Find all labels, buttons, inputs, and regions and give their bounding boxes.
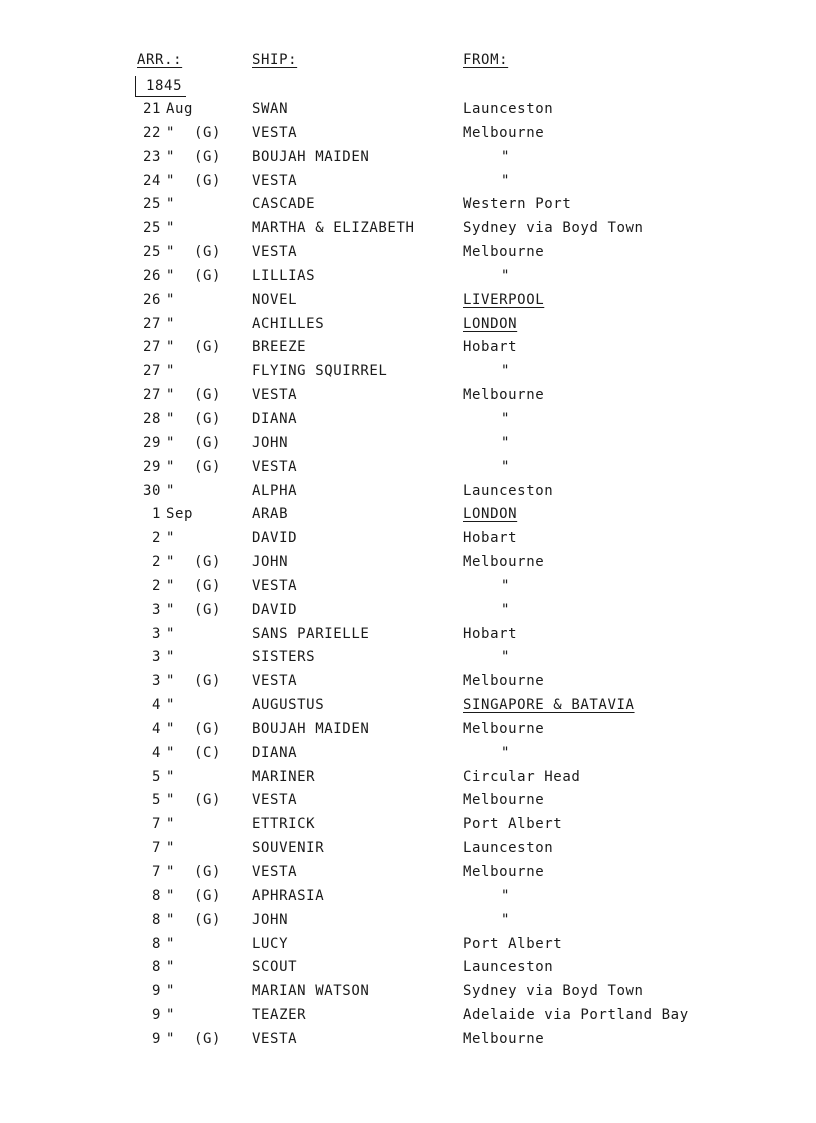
- arrival-month: ": [166, 196, 176, 213]
- arrival-month: ": [166, 315, 176, 332]
- arrival-column-header: ARR.:: [137, 52, 183, 68]
- ship-name: VESTA: [252, 172, 298, 189]
- port-of-origin: Melbourne: [463, 792, 545, 809]
- arrival-day: 8: [151, 911, 161, 928]
- arrival-day: 5: [151, 768, 161, 785]
- arrival-row: [0, 457, 816, 481]
- arrival-day: 4: [151, 697, 161, 714]
- ship-name: MARTHA & ELIZABETH: [252, 220, 415, 237]
- arrival-day: 2: [151, 577, 161, 594]
- port-of-origin: Port Albert: [463, 816, 563, 833]
- ship-name: VESTA: [252, 244, 298, 261]
- arrival-flag: (G): [194, 387, 222, 404]
- port-of-origin: ": [501, 172, 511, 189]
- port-of-origin: Western Port: [463, 196, 572, 213]
- ship-name: VESTA: [252, 124, 298, 141]
- arrival-month: ": [166, 482, 176, 499]
- port-of-origin: ": [501, 601, 511, 618]
- port-of-origin: SINGAPORE & BATAVIA: [463, 697, 635, 714]
- arrival-row: [0, 934, 816, 958]
- port-of-origin: ": [501, 458, 511, 475]
- port-of-origin: Launceston: [463, 482, 554, 499]
- arrival-row: [0, 99, 816, 123]
- arrival-day: 25: [142, 244, 161, 261]
- arrival-row: [0, 600, 816, 624]
- arrival-day: 24: [142, 172, 161, 189]
- column-headers: [0, 52, 816, 76]
- port-of-origin: LONDON: [463, 315, 518, 332]
- arrival-day: 9: [151, 1030, 161, 1047]
- port-of-origin: Launceston: [463, 101, 554, 117]
- port-of-origin: Port Albert: [463, 935, 563, 952]
- ship-name: JOHN: [252, 554, 289, 571]
- port-of-origin: ": [501, 148, 511, 165]
- arrival-row: [0, 624, 816, 648]
- arrival-flag: (G): [194, 172, 222, 189]
- ship-name: VESTA: [252, 792, 298, 809]
- arrival-row: [0, 123, 816, 147]
- arrival-month: ": [166, 887, 176, 904]
- port-of-origin: ": [501, 911, 511, 928]
- arrival-month: ": [166, 911, 176, 928]
- arrival-month: ": [166, 244, 176, 261]
- ship-name: APHRASIA: [252, 887, 325, 904]
- arrival-month: ": [166, 172, 176, 189]
- arrival-month: ": [166, 410, 176, 427]
- ship-name: SCOUT: [252, 959, 298, 976]
- arrival-day: 3: [151, 649, 161, 666]
- ship-name: JOHN: [252, 434, 289, 451]
- ship-name: SOUVENIR: [252, 840, 325, 857]
- port-of-origin: Hobart: [463, 530, 518, 547]
- ship-name: VESTA: [252, 387, 298, 404]
- arrival-month: ": [166, 458, 176, 475]
- arrival-day: 7: [151, 864, 161, 880]
- port-of-origin: ": [501, 434, 511, 451]
- port-of-origin: ": [501, 649, 511, 666]
- arrival-row: [0, 433, 816, 457]
- arrival-flag: (G): [194, 410, 222, 427]
- arrival-row: [0, 242, 816, 266]
- arrival-month: ": [166, 697, 176, 714]
- ship-name: DIANA: [252, 744, 298, 761]
- arrival-month: ": [166, 744, 176, 761]
- port-of-origin: Adelaide via Portland Bay: [463, 1007, 689, 1024]
- arrival-day: 22: [142, 124, 161, 141]
- arrival-row: [0, 504, 816, 528]
- arrival-day: 4: [151, 744, 161, 761]
- arrival-row: [0, 671, 816, 695]
- arrival-row: [0, 767, 816, 791]
- arrival-row: [0, 409, 816, 433]
- arrival-day: 8: [151, 959, 161, 976]
- port-of-origin: Hobart: [463, 625, 518, 642]
- arrival-row: [0, 147, 816, 171]
- arrival-month: ": [166, 339, 176, 356]
- arrival-row: [0, 385, 816, 409]
- arrival-day: 8: [151, 887, 161, 904]
- arrival-row: [0, 552, 816, 576]
- ship-name: MARIAN WATSON: [252, 983, 370, 1000]
- arrival-flag: (G): [194, 554, 222, 571]
- arrival-month: ": [166, 983, 176, 1000]
- year-label: 1845: [135, 76, 186, 97]
- arrival-day: 2: [151, 530, 161, 547]
- arrival-month: ": [166, 649, 176, 666]
- arrival-flag: (G): [194, 434, 222, 451]
- arrival-month: ": [166, 625, 176, 642]
- arrival-row: [0, 695, 816, 719]
- ship-name: LUCY: [252, 935, 289, 952]
- ship-name: LILLIAS: [252, 267, 316, 284]
- port-of-origin: Melbourne: [463, 673, 545, 690]
- arrival-day: 26: [142, 291, 161, 308]
- arrival-day: 30: [142, 482, 161, 499]
- arrival-month: ": [166, 840, 176, 857]
- arrival-month: Sep: [166, 506, 194, 523]
- ship-name: TEAZER: [252, 1007, 307, 1024]
- port-of-origin: ": [501, 410, 511, 427]
- arrival-month: ": [166, 148, 176, 165]
- arrival-month: ": [166, 124, 176, 141]
- arrival-month: ": [166, 816, 176, 833]
- arrival-month: ": [166, 768, 176, 785]
- arrival-flag: (G): [194, 792, 222, 809]
- arrival-row: [0, 862, 816, 886]
- arrival-month: ": [166, 267, 176, 284]
- arrival-day: 23: [142, 148, 161, 165]
- arrival-flag: (G): [194, 673, 222, 690]
- arrival-day: 3: [151, 601, 161, 618]
- ship-name: SWAN: [252, 101, 289, 117]
- arrival-day: 7: [151, 840, 161, 857]
- arrival-month: Aug: [166, 101, 194, 117]
- arrival-day: 5: [151, 792, 161, 809]
- port-of-origin: Sydney via Boyd Town: [463, 983, 644, 1000]
- ship-name: VESTA: [252, 577, 298, 594]
- arrival-row: [0, 218, 816, 242]
- arrival-month: ": [166, 673, 176, 690]
- arrival-day: 1: [151, 506, 161, 523]
- arrival-flag: (C): [194, 744, 222, 761]
- arrivals-list: [0, 99, 816, 1053]
- arrival-day: 25: [142, 220, 161, 237]
- ship-name: CASCADE: [252, 196, 316, 213]
- arrival-month: ": [166, 959, 176, 976]
- arrival-row: [0, 481, 816, 505]
- arrival-day: 25: [142, 196, 161, 213]
- arrival-flag: (G): [194, 1030, 222, 1047]
- arrival-row: [0, 647, 816, 671]
- arrival-flag: (G): [194, 911, 222, 928]
- port-of-origin: LONDON: [463, 506, 518, 523]
- port-of-origin: Launceston: [463, 840, 554, 857]
- arrival-flag: (G): [194, 148, 222, 165]
- arrival-day: 27: [142, 315, 161, 332]
- port-of-origin: Melbourne: [463, 1030, 545, 1047]
- arrival-row: [0, 1029, 816, 1053]
- ship-name: VESTA: [252, 1030, 298, 1047]
- arrival-flag: (G): [194, 244, 222, 261]
- arrival-month: ": [166, 935, 176, 952]
- arrival-row: [0, 1005, 816, 1029]
- arrival-row: [0, 910, 816, 934]
- arrival-month: ": [166, 554, 176, 571]
- ship-name: VESTA: [252, 864, 298, 880]
- arrival-flag: (G): [194, 124, 222, 141]
- arrival-day: 27: [142, 387, 161, 404]
- port-of-origin: ": [501, 577, 511, 594]
- ship-name: MARINER: [252, 768, 316, 785]
- arrival-row: [0, 886, 816, 910]
- arrival-month: ": [166, 1007, 176, 1024]
- arrival-flag: (G): [194, 720, 222, 737]
- port-of-origin: Launceston: [463, 959, 554, 976]
- arrival-row: [0, 361, 816, 385]
- arrival-row: [0, 790, 816, 814]
- arrival-flag: (G): [194, 339, 222, 356]
- arrival-month: ": [166, 220, 176, 237]
- ship-name: AUGUSTUS: [252, 697, 325, 714]
- arrival-row: [0, 290, 816, 314]
- ship-name: ALPHA: [252, 482, 298, 499]
- arrival-day: 7: [151, 816, 161, 833]
- ship-name: SANS PARIELLE: [252, 625, 370, 642]
- ship-name: BREEZE: [252, 339, 307, 356]
- arrival-day: 21: [142, 101, 161, 117]
- port-of-origin: Sydney via Boyd Town: [463, 220, 644, 237]
- port-of-origin: Melbourne: [463, 387, 545, 404]
- arrival-flag: (G): [194, 267, 222, 284]
- arrival-month: ": [166, 387, 176, 404]
- arrival-row: [0, 171, 816, 195]
- arrival-month: ": [166, 1030, 176, 1047]
- ship-name: DIANA: [252, 410, 298, 427]
- arrival-month: ": [166, 291, 176, 308]
- ship-name: DAVID: [252, 601, 298, 618]
- port-of-origin: Hobart: [463, 339, 518, 356]
- ship-name: JOHN: [252, 911, 289, 928]
- arrival-row: [0, 957, 816, 981]
- ship-name: ETTRICK: [252, 816, 316, 833]
- port-of-origin: Melbourne: [463, 864, 545, 880]
- arrival-day: 4: [151, 720, 161, 737]
- arrival-row: [0, 814, 816, 838]
- arrival-month: ": [166, 792, 176, 809]
- arrival-day: 3: [151, 673, 161, 690]
- port-of-origin: Melbourne: [463, 554, 545, 571]
- ship-name: ARAB: [252, 506, 289, 523]
- arrival-month: ": [166, 720, 176, 737]
- arrival-row: [0, 719, 816, 743]
- arrival-flag: (G): [194, 458, 222, 475]
- arrival-day: 27: [142, 339, 161, 356]
- port-of-origin: Melbourne: [463, 124, 545, 141]
- ship-name: BOUJAH MAIDEN: [252, 148, 370, 165]
- ship-name: NOVEL: [252, 291, 298, 308]
- arrival-month: ": [166, 577, 176, 594]
- ship-name: FLYING SQUIRREL: [252, 363, 388, 380]
- ship-name: SISTERS: [252, 649, 316, 666]
- ship-name: DAVID: [252, 530, 298, 547]
- arrival-row: [0, 528, 816, 552]
- port-of-origin: Melbourne: [463, 720, 545, 737]
- arrival-month: ": [166, 601, 176, 618]
- arrival-row: [0, 838, 816, 862]
- from-column-header: FROM:: [463, 52, 509, 68]
- port-of-origin: Circular Head: [463, 768, 581, 785]
- ship-name: BOUJAH MAIDEN: [252, 720, 370, 737]
- port-of-origin: ": [501, 363, 511, 380]
- port-of-origin: ": [501, 887, 511, 904]
- arrival-day: 28: [142, 410, 161, 427]
- arrival-row: [0, 194, 816, 218]
- arrival-day: 8: [151, 935, 161, 952]
- arrival-flag: (G): [194, 577, 222, 594]
- arrival-row: [0, 337, 816, 361]
- ship-name: VESTA: [252, 673, 298, 690]
- ship-name: VESTA: [252, 458, 298, 475]
- arrival-month: ": [166, 864, 176, 880]
- arrival-row: [0, 576, 816, 600]
- arrival-month: ": [166, 363, 176, 380]
- port-of-origin: ": [501, 267, 511, 284]
- arrival-month: ": [166, 434, 176, 451]
- arrival-day: 29: [142, 458, 161, 475]
- arrival-day: 26: [142, 267, 161, 284]
- arrival-day: 29: [142, 434, 161, 451]
- arrival-flag: (G): [194, 864, 222, 880]
- arrival-month: ": [166, 530, 176, 547]
- arrival-row: [0, 314, 816, 338]
- arrival-day: 3: [151, 625, 161, 642]
- arrival-flag: (G): [194, 601, 222, 618]
- arrival-row: [0, 743, 816, 767]
- arrival-row: [0, 981, 816, 1005]
- arrival-day: 9: [151, 983, 161, 1000]
- arrival-day: 2: [151, 554, 161, 571]
- ship-column-header: SHIP:: [252, 52, 298, 68]
- ship-name: ACHILLES: [252, 315, 325, 332]
- arrival-day: 27: [142, 363, 161, 380]
- arrival-flag: (G): [194, 887, 222, 904]
- port-of-origin: LIVERPOOL: [463, 291, 545, 308]
- arrival-day: 9: [151, 1007, 161, 1024]
- port-of-origin: Melbourne: [463, 244, 545, 261]
- port-of-origin: ": [501, 744, 511, 761]
- arrival-row: [0, 266, 816, 290]
